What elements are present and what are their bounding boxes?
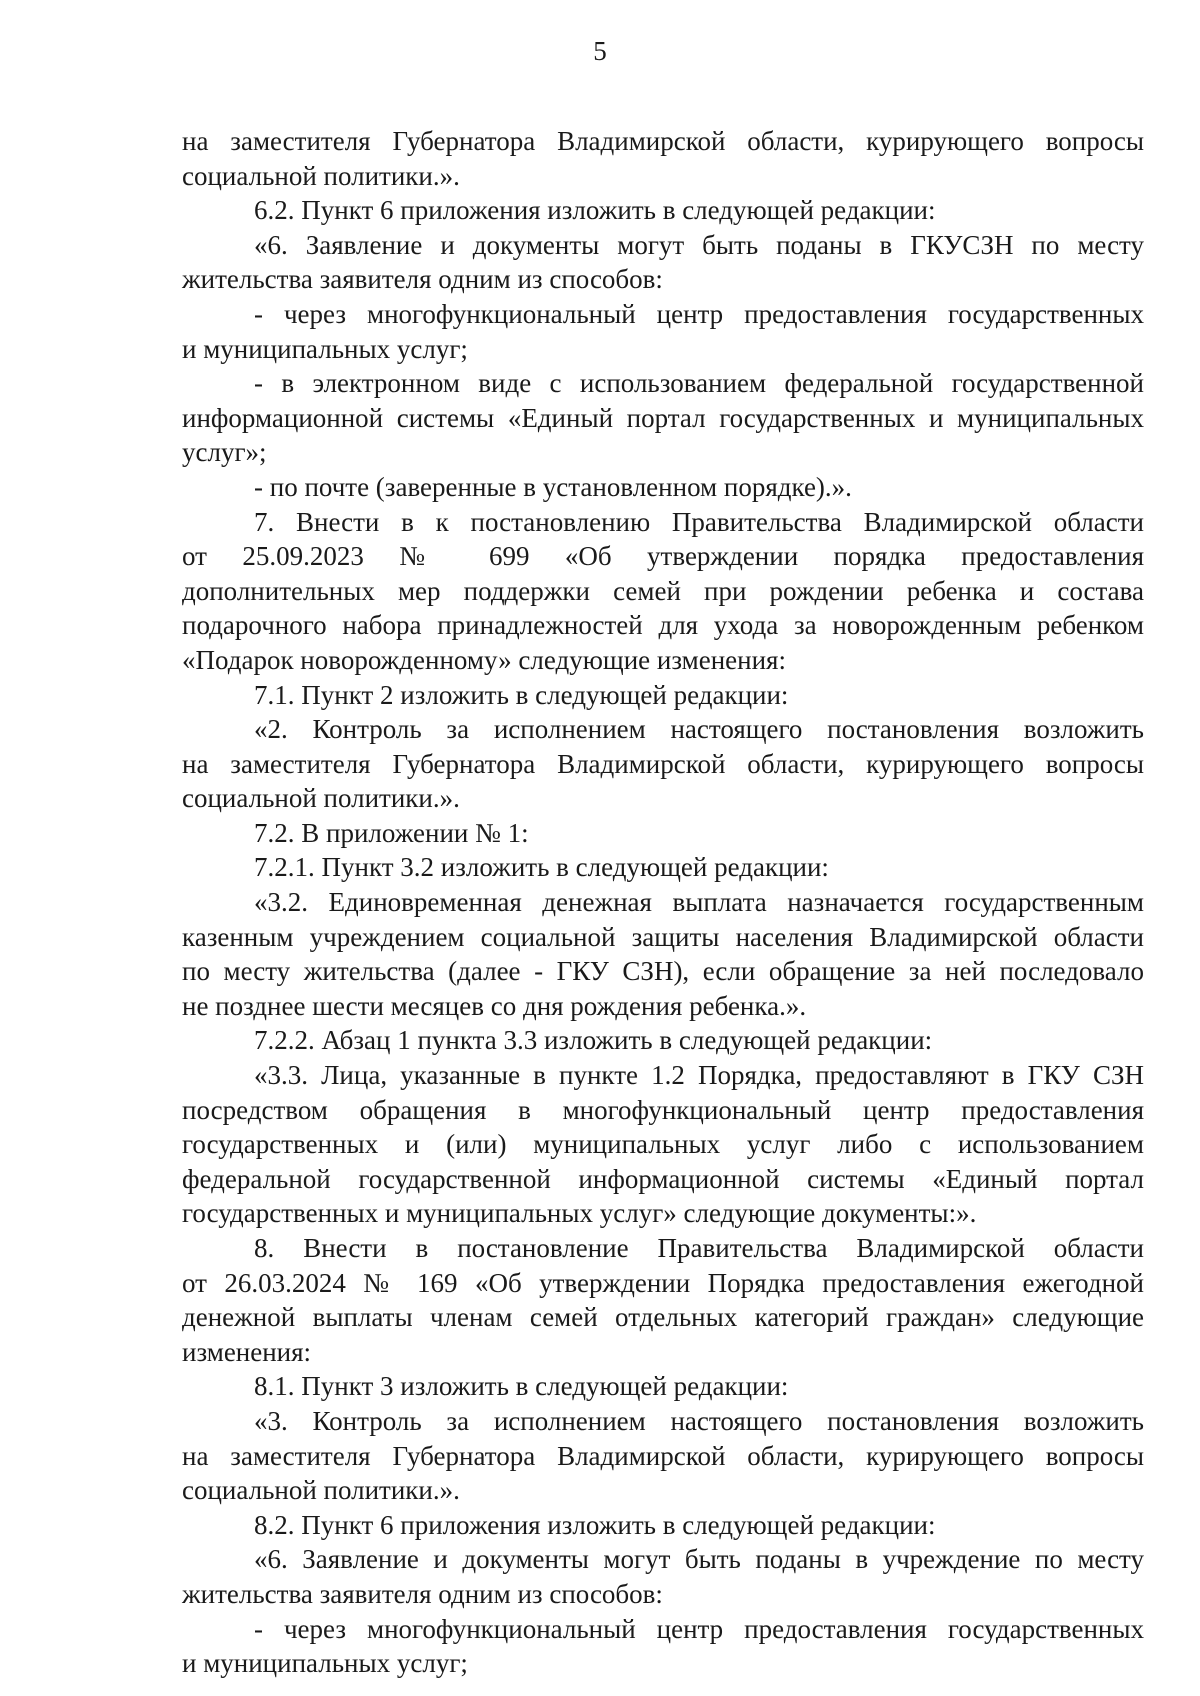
text-line: «3.3. Лица, указанные в пункте 1.2 Порядка, предоставляют в ГКУ СЗН (254, 1060, 1144, 1091)
text-line: на заместителя Губернатора Владимирской области, курирующего вопросы (182, 126, 1144, 156)
text-line: по месту жительства (далее - ГКУ СЗН), если обращение за ней последовало (182, 956, 1144, 987)
text-line: дополнительных мер поддержки семей при рождении ребенка и состава (182, 575, 1144, 606)
text-line: и муниципальных услуг; (182, 333, 468, 364)
text-line: социальной политики.». (182, 160, 460, 191)
text-line: 7. Внести в к постановлению Правительства Владимирской области (254, 506, 1144, 537)
text-line: денежной выплаты членам семей отдельных категорий граждан» следующие (182, 1302, 1144, 1333)
text-line: «6. Заявление и документы могут быть поданы в ГКУСЗН по месту (254, 229, 1144, 260)
text-line: 7.2. В приложении № 1: (254, 817, 529, 848)
text-line: социальной политики.». (182, 1475, 460, 1506)
text-line: - в электронном виде с использованием федеральной государственной (254, 368, 1144, 399)
text-line: «2. Контроль за исполнением настоящего постановления возложить (254, 714, 1144, 745)
text-line: 7.2.2. Абзац 1 пункта 3.3 изложить в следующей редакции: (254, 1025, 933, 1056)
text-line: «3.2. Единовременная денежная выплата назначается государственным (254, 887, 1144, 918)
text-line: жительства заявителя одним из способов: (182, 264, 663, 295)
text-line: не позднее шести месяцев со дня рождения ребенка.». (182, 990, 807, 1021)
text-line: 8. Внести в постановление Правительства Владимирской области (254, 1233, 1144, 1263)
text-line: «6. Заявление и документы могут быть поданы в учреждение по месту (254, 1544, 1144, 1575)
text-line: на заместителя Губернатора Владимирской области, курирующего вопросы (182, 748, 1144, 779)
text-line: казенным учреждением социальной защиты населения Владимирской области (182, 921, 1144, 952)
text-line: изменения: (182, 1336, 312, 1367)
text-line: социальной политики.». (182, 783, 460, 814)
text-line: 6.2. Пункт 6 приложения изложить в следующей редакции: (254, 195, 936, 226)
document-body (182, 124, 1144, 1681)
text-line: подарочного набора принадлежностей для ухода за новорожденным ребенком (182, 610, 1144, 641)
text-line: «3. Контроль за исполнением настоящего постановления возложить (254, 1405, 1144, 1436)
text-line: - по почте (заверенные в установленном порядке).». (254, 471, 852, 502)
text-line: государственных и муниципальных услуг» следующие документы:». (182, 1198, 977, 1229)
text-line: 8.1. Пункт 3 изложить в следующей редакции: (254, 1371, 789, 1402)
text-line: на заместителя Губернатора Владимирской области, курирующего вопросы (182, 1440, 1144, 1471)
text-line: жительства заявителя одним из способов: (182, 1578, 663, 1609)
text-line: посредством обращения в многофункциональный центр предоставления (182, 1094, 1144, 1125)
text-line: федеральной государственной информационной системы «Единый портал (182, 1163, 1144, 1194)
text-line: 8.2. Пункт 6 приложения изложить в следующей редакции: (254, 1509, 936, 1540)
text-line: - через многофункциональный центр предоставления государственных (254, 1613, 1144, 1644)
text-line: государственных и (или) муниципальных услуг либо с использованием (182, 1129, 1144, 1160)
text-line: и муниципальных услуг; (182, 1648, 468, 1679)
page-number: 5 (593, 36, 607, 66)
text-line: от 25.09.2023 № 699 «Об утверждении порядка предоставления (182, 541, 1144, 572)
text-line: «Подарок новорожденному» следующие изменения: (182, 644, 786, 675)
text-line: 7.2.1. Пункт 3.2 изложить в следующей редакции: (254, 852, 829, 883)
text-line: от 26.03.2024 № 169 «Об утверждении Порядка предоставления ежегодной (182, 1267, 1144, 1298)
text-line: - через многофункциональный центр предоставления государственных (254, 298, 1144, 329)
text-line: информационной системы «Единый портал государственных и муниципальных (182, 402, 1144, 433)
text-line: 7.1. Пункт 2 изложить в следующей редакции: (254, 679, 789, 710)
text-line: услуг»; (182, 437, 267, 468)
